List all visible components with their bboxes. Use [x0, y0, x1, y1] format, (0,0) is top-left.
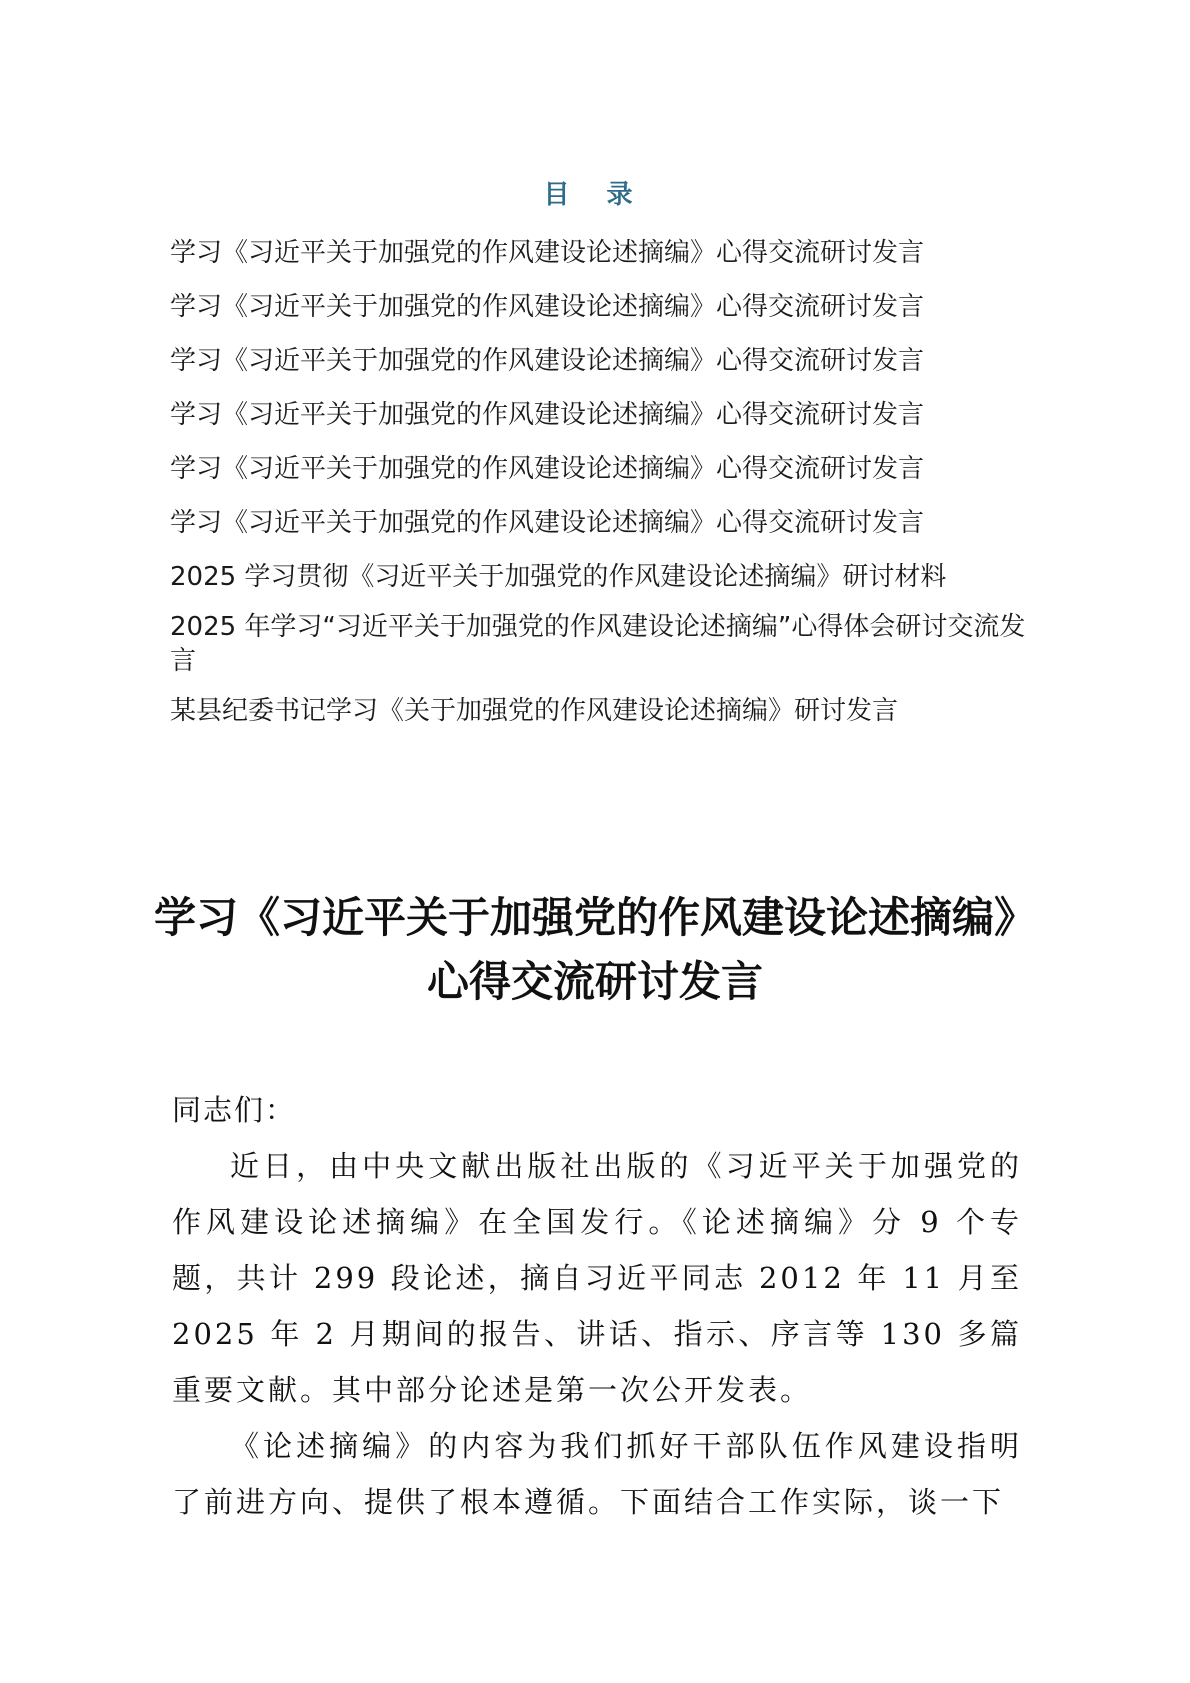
toc-item[interactable]: 学习《习近平关于加强党的作风建设论述摘编》心得交流研讨发言 [170, 292, 925, 322]
salutation: 同志们： [172, 1093, 297, 1127]
toc-item[interactable]: 2025 学习贯彻《习近平关于加强党的作风建设论述摘编》研讨材料 [170, 562, 947, 592]
toc-title: 目 录 [543, 180, 647, 210]
toc-item[interactable]: 学习《习近平关于加强党的作风建设论述摘编》心得交流研讨发言 [170, 508, 925, 538]
toc-item[interactable]: 学习《习近平关于加强党的作风建设论述摘编》心得交流研讨发言 [170, 238, 925, 268]
document-title: 学习《习近平关于加强党的作风建设论述摘编》心得交流研讨发言 [153, 893, 1036, 1006]
toc-item[interactable]: 学习《习近平关于加强党的作风建设论述摘编》心得交流研讨发言 [170, 400, 925, 430]
document-body [172, 1082, 1022, 1530]
toc-item[interactable]: 学习《习近平关于加强党的作风建设论述摘编》心得交流研讨发言 [170, 346, 925, 376]
table-of-contents [170, 236, 1030, 748]
body-paragraph: 《论述摘编》的内容为我们抓好干部队伍作风建设指明了前进方向、提供了根本遵循。下面结合工作实际，谈一下 [172, 1429, 1022, 1519]
toc-item[interactable]: 2025 年学习“习近平关于加强党的作风建设论述摘编”心得体会研讨交流发言 [170, 612, 1026, 676]
toc-item[interactable]: 某县纪委书记学习《关于加强党的作风建设论述摘编》研讨发言 [170, 696, 899, 726]
body-paragraph: 近日，由中央文献出版社出版的《习近平关于加强党的作风建设论述摘编》在全国发行。《论述摘编》分 9 个专题，共计 299 段论述，摘自习近平同志 2012 年 11 月至 2025 年 2 月期间的报告、讲话、指示、序言等 130 多篇重要文献。其中部分论述是第一次公开发表。 [172, 1149, 1022, 1407]
toc-item[interactable]: 学习《习近平关于加强党的作风建设论述摘编》心得交流研讨发言 [170, 454, 925, 484]
